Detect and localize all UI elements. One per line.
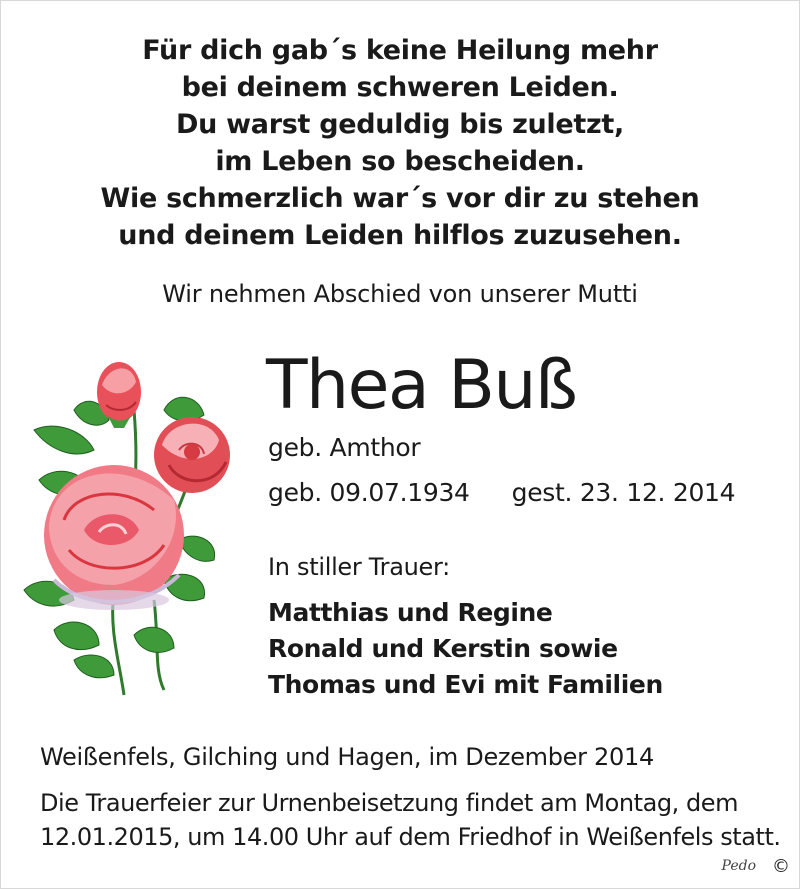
mourner-line: Ronald und Kerstin sowie bbox=[268, 634, 618, 663]
poem-line: im Leben so bescheiden. bbox=[215, 146, 585, 177]
deceased-name: Thea Buß bbox=[266, 346, 577, 425]
poem-line: bei deinem schweren Leiden. bbox=[181, 72, 619, 103]
poem-line: und deinem Leiden hilflos zuzusehen. bbox=[118, 220, 682, 251]
life-dates bbox=[268, 478, 735, 507]
designer-signature: Pedo bbox=[721, 858, 756, 874]
poem bbox=[0, 32, 800, 254]
funeral-info bbox=[40, 786, 781, 854]
death-date: gest. 23. 12. 2014 bbox=[511, 478, 736, 507]
funeral-line: 12.01.2015, um 14.00 Uhr auf dem Friedhof in Weißenfels statt. bbox=[40, 823, 781, 851]
copyright-mark: © bbox=[772, 856, 790, 877]
mourners-list bbox=[268, 595, 663, 703]
poem-line: Für dich gab´s keine Heilung mehr bbox=[142, 35, 658, 66]
place-date: Weißenfels, Gilching und Hagen, im Dezember 2014 bbox=[40, 743, 654, 771]
funeral-line: Die Trauerfeier zur Urnenbeisetzung findet am Montag, dem bbox=[40, 789, 738, 817]
birth-date: geb. 09.07.1934 bbox=[268, 478, 470, 507]
poem-line: Wie schmerzlich war´s vor dir zu stehen bbox=[100, 183, 700, 214]
poem-line: Du warst geduldig bis zuletzt, bbox=[176, 109, 624, 140]
mourner-line: Thomas und Evi mit Familien bbox=[268, 670, 663, 699]
mourning-label: In stiller Trauer: bbox=[268, 553, 450, 581]
roses-illustration bbox=[14, 350, 234, 700]
mourner-line: Matthias und Regine bbox=[268, 598, 553, 627]
intro-text: Wir nehmen Abschied von unserer Mutti bbox=[162, 280, 638, 308]
birth-name: geb. Amthor bbox=[268, 433, 421, 462]
